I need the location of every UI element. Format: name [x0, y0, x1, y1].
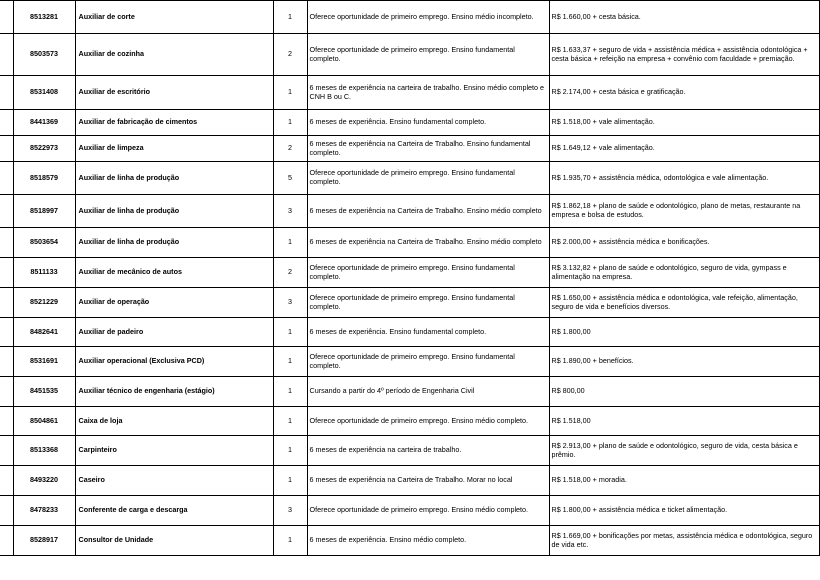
- vacancy-code: 8518997: [13, 195, 75, 228]
- row-marker: [0, 377, 13, 407]
- job-requirements: 6 meses de experiência na carteira de trabalho.: [307, 436, 549, 466]
- salary-benefits: R$ 2.000,00 + assistência médica e bonificações.: [549, 228, 819, 258]
- job-title: Auxiliar de fabricação de cimentos: [75, 110, 273, 136]
- vacancy-quantity: 1: [273, 318, 307, 347]
- table-row: [0, 288, 819, 318]
- vacancy-quantity: 2: [273, 34, 307, 76]
- vacancy-quantity: 3: [273, 288, 307, 318]
- vacancy-code: 8503654: [13, 228, 75, 258]
- salary-benefits: R$ 800,00: [549, 377, 819, 407]
- row-marker: [0, 347, 13, 377]
- table-row: [0, 110, 819, 136]
- vacancy-code: 8511133: [13, 258, 75, 288]
- job-title: Consultor de Unidade: [75, 526, 273, 556]
- row-marker: [0, 258, 13, 288]
- table-row: [0, 195, 819, 228]
- vacancy-code: 8522973: [13, 136, 75, 162]
- vacancy-code: 8528917: [13, 526, 75, 556]
- vacancy-code: 8451535: [13, 377, 75, 407]
- job-requirements: 6 meses de experiência na Carteira de Trabalho. Morar no local: [307, 466, 549, 496]
- job-title: Auxiliar de operação: [75, 288, 273, 318]
- table-row: [0, 526, 819, 556]
- row-marker: [0, 34, 13, 76]
- job-title: Auxiliar de mecânico de autos: [75, 258, 273, 288]
- vacancy-code: 8503573: [13, 34, 75, 76]
- vacancy-quantity: 1: [273, 110, 307, 136]
- job-requirements: Oferece oportunidade de primeiro emprego. Ensino médio completo.: [307, 407, 549, 436]
- job-title: Conferente de carga e descarga: [75, 496, 273, 526]
- job-title: Auxiliar de linha de produção: [75, 162, 273, 195]
- table-row: [0, 228, 819, 258]
- job-title: Auxiliar de escritório: [75, 76, 273, 110]
- table-row: [0, 466, 819, 496]
- row-marker: [0, 526, 13, 556]
- job-requirements: Oferece oportunidade de primeiro emprego. Ensino fundamental completo.: [307, 162, 549, 195]
- salary-benefits: R$ 1.649,12 + vale alimentação.: [549, 136, 819, 162]
- salary-benefits: R$ 1.660,00 + cesta básica.: [549, 1, 819, 34]
- vacancy-quantity: 1: [273, 466, 307, 496]
- job-requirements: Oferece oportunidade de primeiro emprego. Ensino fundamental completo.: [307, 258, 549, 288]
- salary-benefits: R$ 1.518,00 + moradia.: [549, 466, 819, 496]
- vacancy-code: 8493220: [13, 466, 75, 496]
- job-requirements: 6 meses de experiência na Carteira de Trabalho. Ensino médio completo: [307, 195, 549, 228]
- salary-benefits: R$ 1.800,00 + assistência médica e ticket alimentação.: [549, 496, 819, 526]
- table-row: [0, 1, 819, 34]
- job-requirements: 6 meses de experiência. Ensino fundamental completo.: [307, 318, 549, 347]
- row-marker: [0, 466, 13, 496]
- vacancy-code: 8531408: [13, 76, 75, 110]
- vacancy-quantity: 2: [273, 136, 307, 162]
- job-requirements: Oferece oportunidade de primeiro emprego. Ensino fundamental completo.: [307, 288, 549, 318]
- row-marker: [0, 136, 13, 162]
- vacancy-quantity: 2: [273, 258, 307, 288]
- job-title: Auxiliar de padeiro: [75, 318, 273, 347]
- salary-benefits: R$ 1.935,70 + assistência médica, odontológica e vale alimentação.: [549, 162, 819, 195]
- row-marker: [0, 76, 13, 110]
- salary-benefits: R$ 1.669,00 + bonificações por metas, assistência médica e odontológica, seguro de vida etc.: [549, 526, 819, 556]
- vacancy-quantity: 3: [273, 496, 307, 526]
- vacancy-code: 8513368: [13, 436, 75, 466]
- vacancy-code: 8504861: [13, 407, 75, 436]
- table-row: [0, 407, 819, 436]
- job-title: Auxiliar de linha de produção: [75, 228, 273, 258]
- row-marker: [0, 1, 13, 34]
- salary-benefits: R$ 1.518,00 + vale alimentação.: [549, 110, 819, 136]
- job-title: Auxiliar de limpeza: [75, 136, 273, 162]
- row-marker: [0, 318, 13, 347]
- salary-benefits: R$ 1.862,18 + plano de saúde e odontológico, plano de metas, restaurante na empresa e bolsa de estudos.: [549, 195, 819, 228]
- table-row: [0, 258, 819, 288]
- job-title: Caseiro: [75, 466, 273, 496]
- salary-benefits: R$ 2.913,00 + plano de saúde e odontológico, seguro de vida, cesta básica e prêmio.: [549, 436, 819, 466]
- vacancy-quantity: 1: [273, 228, 307, 258]
- job-title: Auxiliar de linha de produção: [75, 195, 273, 228]
- job-title: Auxiliar técnico de engenharia (estágio): [75, 377, 273, 407]
- job-requirements: 6 meses de experiência. Ensino fundamental completo.: [307, 110, 549, 136]
- job-requirements: 6 meses de experiência. Ensino médio completo.: [307, 526, 549, 556]
- salary-benefits: R$ 2.174,00 + cesta básica e gratificação.: [549, 76, 819, 110]
- table-row: [0, 496, 819, 526]
- table-body: [0, 1, 819, 556]
- job-title: Auxiliar operacional (Exclusiva PCD): [75, 347, 273, 377]
- vacancy-code: 8441369: [13, 110, 75, 136]
- vacancy-code: 8478233: [13, 496, 75, 526]
- job-title: Carpinteiro: [75, 436, 273, 466]
- row-marker: [0, 496, 13, 526]
- vacancy-quantity: 3: [273, 195, 307, 228]
- vacancy-quantity: 1: [273, 76, 307, 110]
- job-requirements: Oferece oportunidade de primeiro emprego. Ensino fundamental completo.: [307, 347, 549, 377]
- vacancy-code: 8531691: [13, 347, 75, 377]
- vacancy-code: 8518579: [13, 162, 75, 195]
- salary-benefits: R$ 1.633,37 + seguro de vida + assistência médica + assistência odontológica + cesta básica + refeição na empresa + convênio com faculdade + premiação.: [549, 34, 819, 76]
- table-row: [0, 347, 819, 377]
- salary-benefits: R$ 3.132,82 + plano de saúde e odontológico, seguro de vida, gympass e alimentação na empresa.: [549, 258, 819, 288]
- vacancy-quantity: 5: [273, 162, 307, 195]
- table-row: [0, 136, 819, 162]
- table-row: [0, 34, 819, 76]
- vacancy-quantity: 1: [273, 436, 307, 466]
- table-row: [0, 377, 819, 407]
- table-row: [0, 76, 819, 110]
- row-marker: [0, 228, 13, 258]
- vacancy-quantity: 1: [273, 1, 307, 34]
- job-requirements: Cursando a partir do 4º período de Engenharia Civil: [307, 377, 549, 407]
- row-marker: [0, 110, 13, 136]
- salary-benefits: R$ 1.890,00 + benefícios.: [549, 347, 819, 377]
- vacancy-quantity: 1: [273, 347, 307, 377]
- job-requirements: Oferece oportunidade de primeiro emprego. Ensino médio completo.: [307, 496, 549, 526]
- table-row: [0, 436, 819, 466]
- vacancy-quantity: 1: [273, 526, 307, 556]
- row-marker: [0, 436, 13, 466]
- job-requirements: Oferece oportunidade de primeiro emprego. Ensino médio incompleto.: [307, 1, 549, 34]
- vacancy-code: 8513281: [13, 1, 75, 34]
- job-requirements: Oferece oportunidade de primeiro emprego. Ensino fundamental completo.: [307, 34, 549, 76]
- job-requirements: 6 meses de experiência na Carteira de Trabalho. Ensino médio completo: [307, 228, 549, 258]
- salary-benefits: R$ 1.800,00: [549, 318, 819, 347]
- vacancy-quantity: 1: [273, 377, 307, 407]
- table-row: [0, 162, 819, 195]
- row-marker: [0, 195, 13, 228]
- vacancy-quantity: 1: [273, 407, 307, 436]
- table-row: [0, 318, 819, 347]
- row-marker: [0, 288, 13, 318]
- row-marker: [0, 162, 13, 195]
- row-marker: [0, 407, 13, 436]
- vacancy-code: 8521229: [13, 288, 75, 318]
- salary-benefits: R$ 1.650,00 + assistência médica e odontológica, vale refeição, alimentação, seguro de vida e benefícios diversos.: [549, 288, 819, 318]
- job-title: Auxiliar de cozinha: [75, 34, 273, 76]
- job-title: Caixa de loja: [75, 407, 273, 436]
- job-title: Auxiliar de corte: [75, 1, 273, 34]
- vacancy-code: 8482641: [13, 318, 75, 347]
- salary-benefits: R$ 1.518,00: [549, 407, 819, 436]
- job-requirements: 6 meses de experiência na carteira de trabalho. Ensino médio completo e CNH B ou C.: [307, 76, 549, 110]
- job-requirements: 6 meses de experiência na Carteira de Trabalho. Ensino fundamental completo.: [307, 136, 549, 162]
